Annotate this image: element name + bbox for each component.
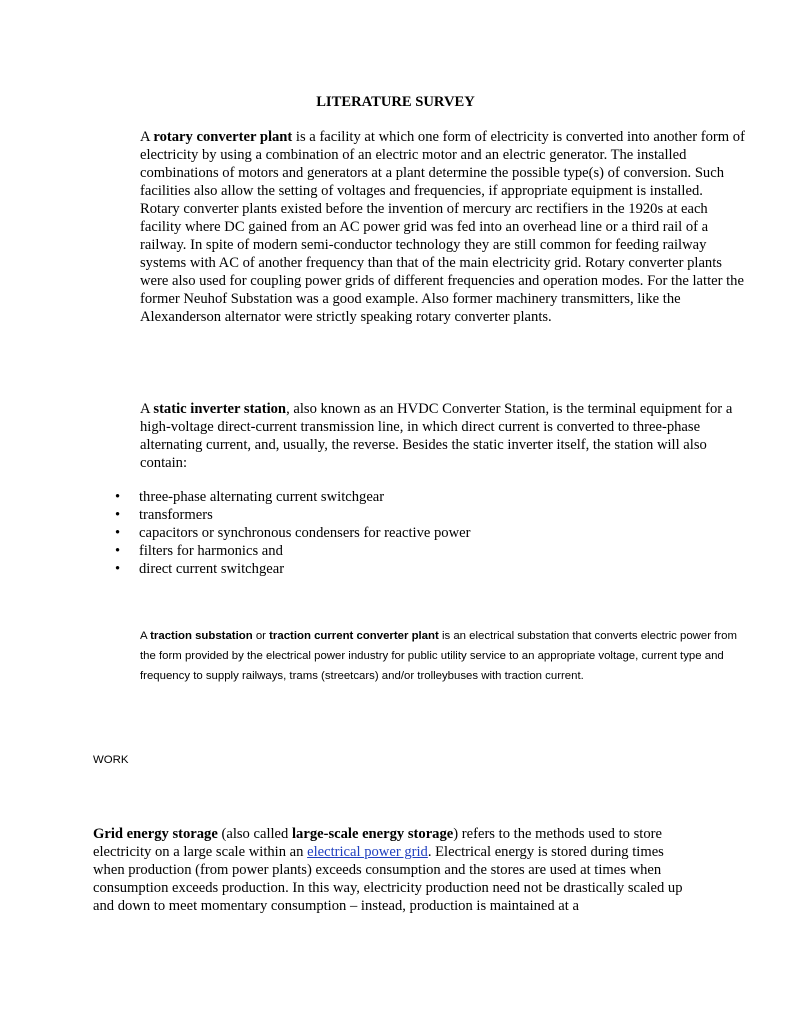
term-traction-substation: traction substation xyxy=(150,630,253,642)
para3-lead: A xyxy=(140,630,151,642)
bullet-icon: • xyxy=(115,507,121,523)
list-item-text: direct current switchgear xyxy=(139,561,285,577)
list-item xyxy=(93,560,470,578)
term-grid-energy-storage: Grid energy storage xyxy=(93,826,218,842)
term-traction-current-converter-plant: traction current converter plant xyxy=(269,630,439,642)
list-item xyxy=(93,488,470,506)
page-title: LITERATURE SURVEY xyxy=(316,94,475,110)
paragraph-static-inverter xyxy=(93,400,746,472)
list-item xyxy=(93,506,470,524)
para4-text-3: . Electrical energy is stored during times when production (from power plants) exceeds consumption and the stores are used at times when consumption exceeds production. In this way, electricity production need not be drastically scaled up and down to meet momentary consumption – instead, production is maintained at a xyxy=(93,844,683,914)
para1-text: is a facility at which one form of electricity is converted into another form of electricity by using a combination of an electric motor and an electric generator. The installed combinations of motors and generators at a plant determine the possible type(s) of conversion. Such facilities also allow the setting of voltages and frequencies, if appropriate equipment is installed. Rotary converter plants existed before the invention of mercury arc rectifiers in the 1920s at each facility where DC gained from an AC power grid was fed into an overhead line or a third rail of a railway. In spite of modern semi-conductor technology they are still common for feeding railway systems with AC of another frequency than that of the main electricity grid. Rotary converter plants were also used for coupling power grids of different frequencies and operation modes. For the latter the former Neuhof Substation was a good example. Also former machinery transmitters, like the Alexanderson alternator were strictly speaking rotary converter plants. xyxy=(140,129,745,325)
paragraph-traction-substation xyxy=(93,626,746,686)
electrical-power-grid-link[interactable]: electrical power grid xyxy=(307,844,428,860)
term-large-scale-energy-storage: large-scale energy storage xyxy=(291,826,454,842)
para1-lead: A xyxy=(140,129,154,145)
list-item xyxy=(93,542,470,560)
paragraph-grid-energy-storage xyxy=(93,825,699,915)
list-item-text: three-phase alternating current switchgear xyxy=(139,489,385,505)
para2-lead: A xyxy=(140,401,154,417)
section-heading-work: WORK xyxy=(93,754,129,766)
bullet-icon: • xyxy=(115,525,121,541)
list-item-text: filters for harmonics and xyxy=(139,543,283,559)
bullet-icon: • xyxy=(115,543,121,559)
equipment-list xyxy=(93,488,470,578)
list-item xyxy=(93,524,470,542)
list-item-text: capacitors or synchronous condensers for reactive power xyxy=(139,525,471,541)
term-static-inverter-station: static inverter station xyxy=(153,401,287,417)
para4-text-1: (also called xyxy=(217,826,292,842)
term-rotary-converter-plant: rotary converter plant xyxy=(153,129,293,145)
paragraph-rotary-converter xyxy=(93,128,746,326)
para2-text: , also known as an HVDC Converter Station, is the terminal equipment for a high-voltage direct-current transmission line, in which direct current is converted to three-phase alternating current, and, usually, the reverse. Besides the static inverter itself, the station will also contain: xyxy=(140,401,733,471)
para3-text: is an electrical substation that converts electric power from the form provided by the electrical power industry for public utility service to an appropriate voltage, current type and frequency to supply railways, trams (streetcars) and/or trolleybuses with traction current. xyxy=(140,630,737,682)
para3-or: or xyxy=(252,630,270,642)
para4-text-2: ) refers to the methods used to store electricity on a large scale within an xyxy=(93,826,662,860)
bullet-icon: • xyxy=(115,561,121,577)
list-item-text: transformers xyxy=(139,507,213,523)
bullet-icon: • xyxy=(115,489,121,505)
